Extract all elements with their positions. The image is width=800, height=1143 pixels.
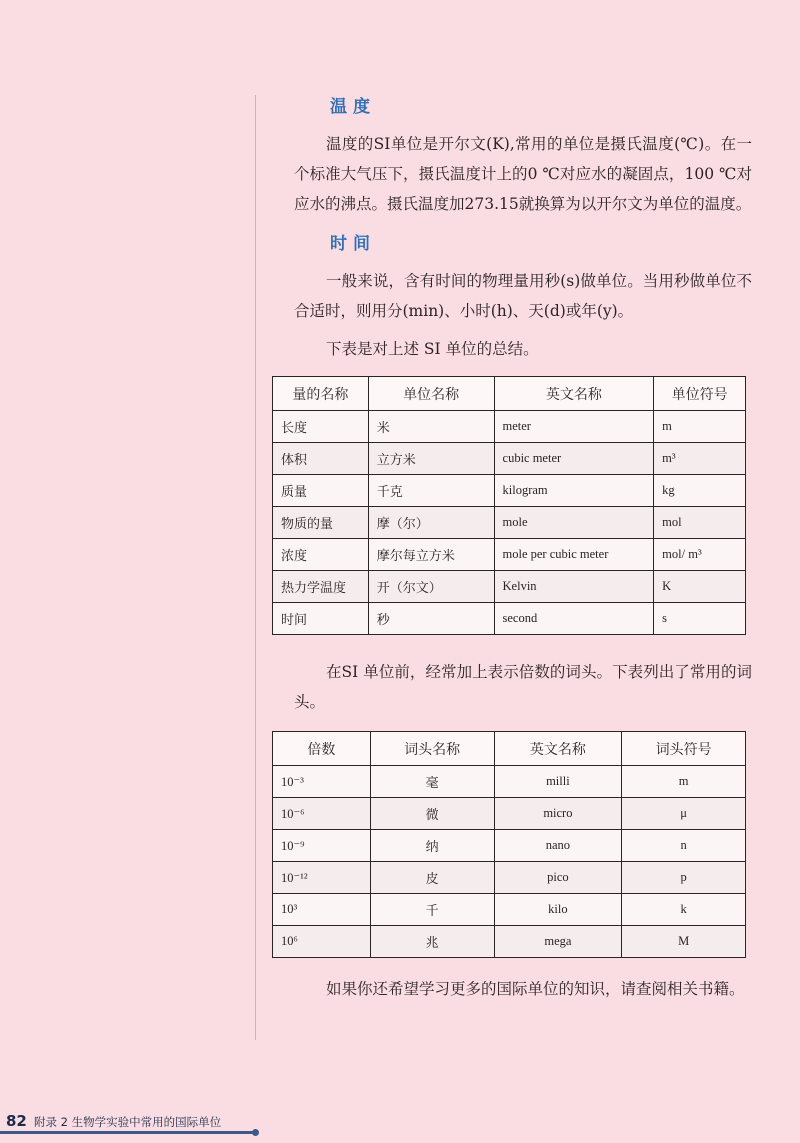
table-cell: p: [622, 862, 746, 894]
table-cell: 皮: [370, 862, 494, 894]
footer-rule: [0, 1131, 255, 1134]
table-cell: n: [622, 830, 746, 862]
table-row: [273, 443, 746, 475]
table-cell: 10⁻⁶: [273, 798, 371, 830]
table-row: [273, 926, 746, 958]
table-cell: 浓度: [273, 539, 369, 571]
table-row: [273, 766, 746, 798]
table-cell: kilo: [494, 894, 622, 926]
table-cell: mega: [494, 926, 622, 958]
table-cell: Kelvin: [494, 571, 654, 603]
table-cell: 10³: [273, 894, 371, 926]
table-cell: 毫: [370, 766, 494, 798]
table-cell: m: [622, 766, 746, 798]
header-cell: 倍数: [273, 732, 371, 766]
table-cell: M: [622, 926, 746, 958]
table-cell: 开（尔文）: [368, 571, 494, 603]
table-cell: m³: [654, 443, 746, 475]
table-cell: nano: [494, 830, 622, 862]
table-cell: 10⁻⁹: [273, 830, 371, 862]
table-cell: pico: [494, 862, 622, 894]
table-cell: cubic meter: [494, 443, 654, 475]
prefix-table: [272, 731, 746, 958]
footer-title: 附录 2 生物学实验中常用的国际单位: [34, 1115, 222, 1129]
footer-dot: [252, 1129, 259, 1136]
table-cell: 摩尔每立方米: [368, 539, 494, 571]
table-cell: 长度: [273, 411, 369, 443]
table-cell: 质量: [273, 475, 369, 507]
header-cell: 量的名称: [273, 377, 369, 411]
table-cell: mol: [654, 507, 746, 539]
table-row: [273, 571, 746, 603]
table-cell: milli: [494, 766, 622, 798]
units-table: [272, 376, 746, 635]
table-cell: 时间: [273, 603, 369, 635]
table-cell: k: [622, 894, 746, 926]
table-cell: micro: [494, 798, 622, 830]
table-row: [273, 603, 746, 635]
table-cell: 千: [370, 894, 494, 926]
paragraph-summary-intro: 下表是对上述 SI 单位的总结。: [326, 340, 539, 358]
paragraph-closing: 如果你还希望学习更多的国际单位的知识，请查阅相关书籍。: [326, 980, 745, 998]
table-cell: 10⁻¹²: [273, 862, 371, 894]
table-cell: 10⁻³: [273, 766, 371, 798]
table-cell: mole: [494, 507, 654, 539]
table-cell: 微: [370, 798, 494, 830]
table-cell: μ: [622, 798, 746, 830]
table-row: [273, 539, 746, 571]
table-cell: 立方米: [368, 443, 494, 475]
table-row: [273, 830, 746, 862]
table-cell: kg: [654, 475, 746, 507]
header-cell: 英文名称: [494, 732, 622, 766]
header-cell: 英文名称: [494, 377, 654, 411]
table-cell: m: [654, 411, 746, 443]
table-cell: 秒: [368, 603, 494, 635]
page-footer: [0, 1109, 800, 1139]
table-cell: kilogram: [494, 475, 654, 507]
table-cell: K: [654, 571, 746, 603]
heading-temperature: 温度: [330, 97, 376, 117]
table-cell: meter: [494, 411, 654, 443]
table-cell: 摩（尔）: [368, 507, 494, 539]
table-cell: mole per cubic meter: [494, 539, 654, 571]
paragraph-prefix-intro: 在SI 单位前，经常加上表示倍数的词头。下表列出了常用的词头。: [294, 663, 752, 711]
paragraph-time: 一般来说，含有时间的物理量用秒(s)做单位。当用秒做单位不合适时，则用分(min)、小时(h)、天(d)或年(y)。: [294, 272, 752, 320]
table-cell: 米: [368, 411, 494, 443]
header-cell: 词头名称: [370, 732, 494, 766]
table-cell: 兆: [370, 926, 494, 958]
page-content: [272, 92, 752, 1012]
table-row: [273, 411, 746, 443]
table-cell: s: [654, 603, 746, 635]
margin-rule: [255, 95, 256, 1040]
table-row: [273, 862, 746, 894]
table-cell: 体积: [273, 443, 369, 475]
table-header-row: [273, 732, 746, 766]
table-cell: 物质的量: [273, 507, 369, 539]
table-row: [273, 798, 746, 830]
page-number: 82: [6, 1112, 27, 1130]
table-row: [273, 507, 746, 539]
table-row: [273, 475, 746, 507]
table-cell: mol/ m³: [654, 539, 746, 571]
table-cell: 热力学温度: [273, 571, 369, 603]
table-header-row: [273, 377, 746, 411]
header-cell: 单位符号: [654, 377, 746, 411]
paragraph-temperature: 温度的SI单位是开尔文(K),常用的单位是摄氏温度(℃)。在一个标准大气压下，摄氏温度计上的0 ℃对应水的凝固点，100 ℃对应水的沸点。摄氏温度加273.15就换算为以开尔文为单位的温度。: [294, 135, 752, 213]
table-cell: 千克: [368, 475, 494, 507]
header-cell: 单位名称: [368, 377, 494, 411]
heading-time: 时间: [330, 234, 376, 254]
table-row: [273, 894, 746, 926]
header-cell: 词头符号: [622, 732, 746, 766]
table-cell: 10⁶: [273, 926, 371, 958]
table-cell: second: [494, 603, 654, 635]
table-cell: 纳: [370, 830, 494, 862]
